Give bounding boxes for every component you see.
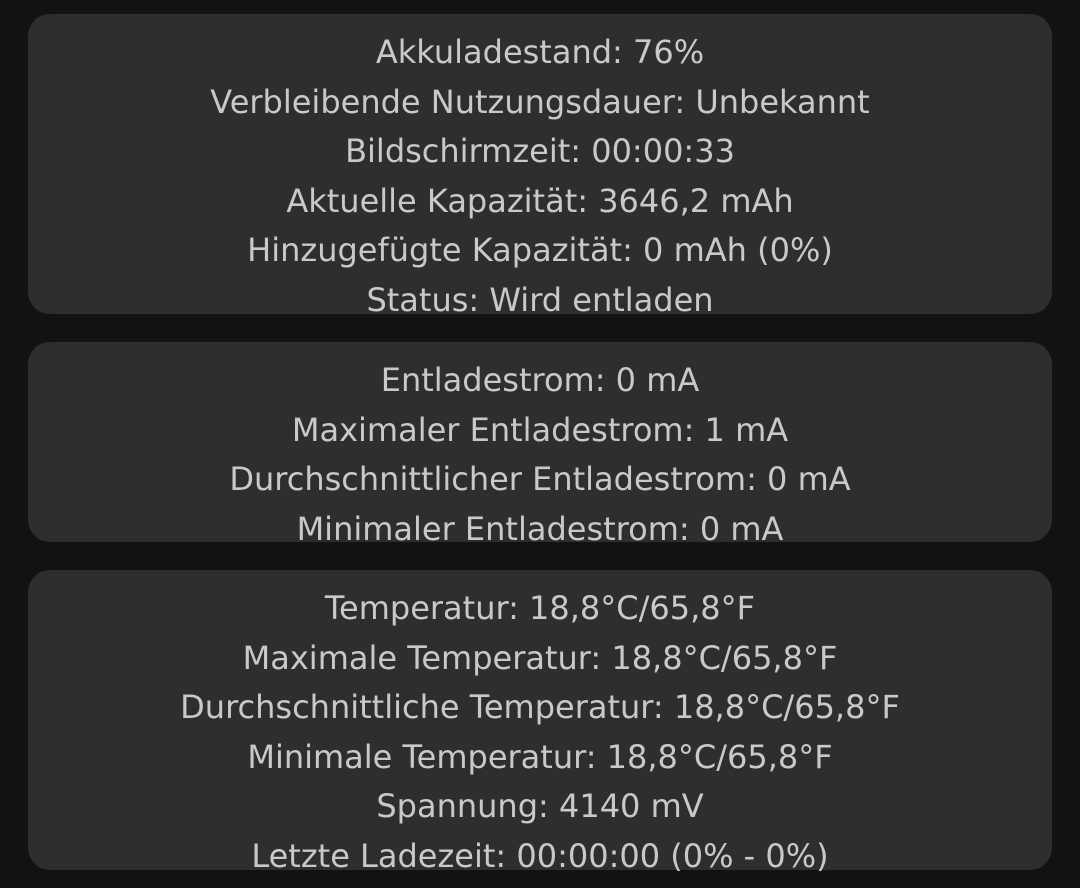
discharge-current-text: Entladestrom: 0 mA bbox=[380, 361, 700, 399]
remaining-time-text: Verbleibende Nutzungsdauer: Unbekannt bbox=[210, 82, 870, 121]
avg-discharge-current-text: Durchschnittlicher Entladestrom: 0 mA bbox=[229, 460, 851, 498]
temperature-card bbox=[28, 570, 1052, 875]
current-capacity-text: Aktuelle Kapazität: 3646,2 mAh bbox=[286, 181, 794, 220]
discharge-current-card bbox=[28, 342, 1052, 548]
avg-temperature-text: Durchschnittliche Temperatur: 18,8°C/65,8°F bbox=[180, 688, 900, 726]
temperature-text: Temperatur: 18,8°C/65,8°F bbox=[324, 589, 756, 627]
screen-time-text: Bildschirmzeit: 00:00:33 bbox=[345, 132, 735, 170]
charging-status-text: Status: Wird entladen bbox=[366, 280, 714, 319]
battery-level-text: Akkuladestand: 76% bbox=[375, 33, 705, 71]
min-discharge-current-text: Minimaler Entladestrom: 0 mA bbox=[296, 509, 784, 548]
max-temperature-text: Maximale Temperatur: 18,8°C/65,8°F bbox=[242, 638, 838, 677]
battery-info-card bbox=[28, 14, 1052, 319]
last-charge-time-text: Letzte Ladezeit: 00:00:00 (0% - 0%) bbox=[251, 836, 829, 875]
added-capacity-text: Hinzugefügte Kapazität: 0 mAh (0%) bbox=[247, 231, 833, 269]
voltage-text: Spannung: 4140 mV bbox=[376, 787, 704, 825]
min-temperature-text: Minimale Temperatur: 18,8°C/65,8°F bbox=[247, 737, 833, 776]
max-discharge-current-text: Maximaler Entladestrom: 1 mA bbox=[291, 410, 789, 449]
